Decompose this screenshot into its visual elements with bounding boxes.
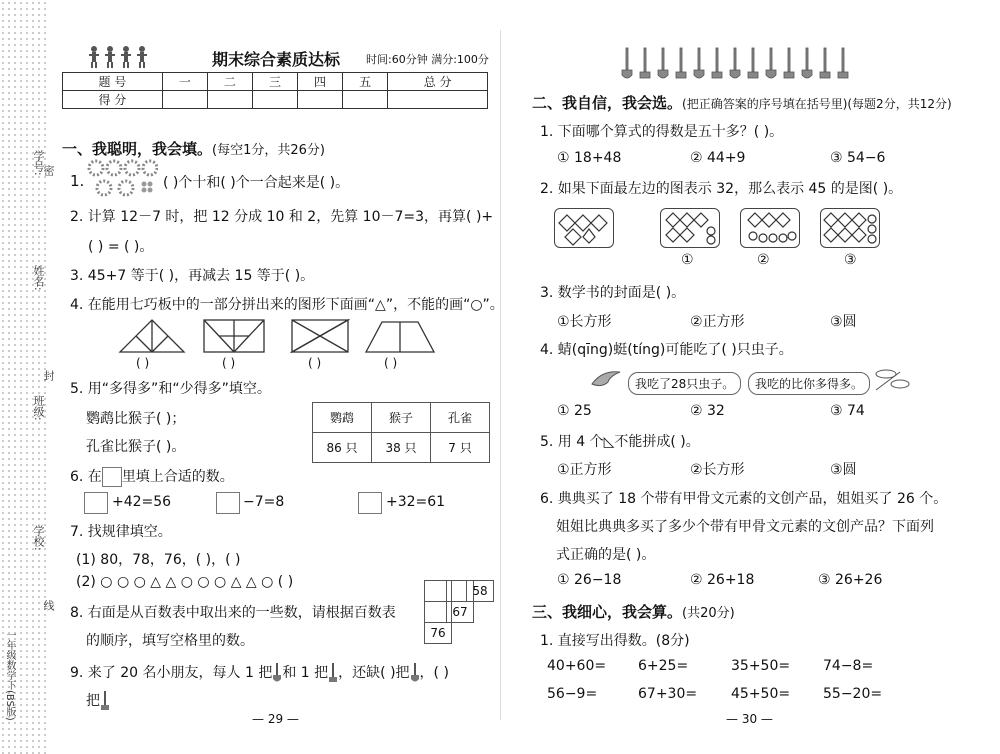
q6-suffix: 里填上合适的数。: [121, 469, 234, 485]
grid-cell: 58: [466, 580, 494, 602]
figure-label-1: ①: [681, 252, 694, 268]
dragonfly-icon: [870, 364, 910, 394]
q5-blank-b[interactable]: 孔雀比猴子( )。: [86, 439, 186, 455]
q4-answer-2[interactable]: ( ): [222, 356, 236, 370]
class-label: 班级:: [32, 395, 45, 421]
q4-answer-1[interactable]: ( ): [136, 356, 150, 370]
score-cell: 题 号: [63, 73, 163, 91]
seal-mark-mi: 密: [42, 165, 55, 176]
q3-text[interactable]: 3. 45+7 等于( )，再减去 15 等于( )。: [70, 268, 315, 284]
diamond-figure: [661, 209, 719, 247]
table-cell: 7 只: [431, 433, 490, 463]
q2-line1[interactable]: 2. 计算 12－7 时，把 12 分成 10 和 2，先算 10－7=3，再算( )+: [70, 209, 494, 225]
q9-text-b: 和 1 把: [282, 665, 329, 681]
dragonfly-speech-bubble: 我吃的比你多得多。: [748, 372, 870, 395]
figure-option-3[interactable]: [820, 208, 880, 248]
score-table: [62, 72, 488, 109]
book-label: 一年级数学下(BS版): [4, 630, 15, 721]
figure-label-3: ③: [844, 252, 857, 268]
r1-text[interactable]: 1. 下面哪个算式的得数是五十多？( )。: [540, 124, 784, 140]
animal-count-table: [312, 402, 490, 463]
q6-text: [70, 466, 234, 487]
tools-illustration: [620, 46, 860, 82]
figure-option-2[interactable]: [740, 208, 800, 248]
q6-prefix: 6. 在: [70, 469, 102, 485]
score-table-score-row: [63, 91, 488, 109]
score-cell: 三: [252, 73, 297, 91]
figure-option-1[interactable]: [660, 208, 720, 248]
page-number-left: — 29 —: [252, 712, 299, 726]
section3-note: (共20分): [682, 606, 735, 621]
name-label: 姓名:: [32, 265, 45, 291]
score-input-cell[interactable]: [343, 91, 388, 109]
calc-item[interactable]: 6+25=: [638, 658, 689, 674]
r5-option-2[interactable]: ②长方形: [690, 462, 745, 478]
calc-item[interactable]: 55−20=: [823, 686, 883, 702]
table-header: 孔雀: [431, 403, 490, 433]
r1-option-2[interactable]: ② 44+9: [690, 150, 746, 166]
r4-option-3[interactable]: ③ 74: [830, 403, 865, 419]
table-cell: 38 只: [372, 433, 431, 463]
q6-box-3[interactable]: [358, 492, 382, 514]
r4-option-2[interactable]: ② 32: [690, 403, 725, 419]
bird-speech-bubble: 我吃了28只虫子。: [628, 372, 741, 395]
page-title: 期末综合素质达标: [212, 50, 341, 69]
q1-number: 1.: [70, 172, 85, 190]
section2-heading: [532, 92, 952, 113]
diamond-figure: [741, 209, 799, 247]
q9-text-c[interactable]: ，还缺( )把: [338, 665, 410, 681]
section3-heading: [532, 601, 735, 622]
figure-label-2: ②: [757, 252, 770, 268]
q5-text: 5. 用“多得多”和“少得多”填空。: [70, 381, 271, 397]
seal-mark-xian: 线: [42, 600, 55, 611]
score-cell: 总 分: [388, 73, 488, 91]
r5-option-1[interactable]: ①正方形: [557, 462, 612, 478]
q7-sequence-2[interactable]: (2) ○ ○ ○ △ △ ○ ○ ○ △ △ ○ ( ): [76, 574, 294, 590]
score-cell: 五: [343, 73, 388, 91]
table-cell: 86 只: [313, 433, 372, 463]
q9-line2: [86, 690, 110, 711]
calc-item[interactable]: 56−9=: [547, 686, 598, 702]
score-cell: 二: [207, 73, 252, 91]
hammer-icon: [100, 691, 110, 711]
score-cell: 得 分: [63, 91, 163, 109]
hammer-icon: [328, 663, 338, 683]
school-label: 学校:: [32, 525, 45, 551]
page-number-right: — 30 —: [726, 712, 773, 726]
grid-cell: 76: [424, 622, 452, 644]
q9-text-a: 9. 来了 20 名小朋友，每人 1 把: [70, 665, 273, 681]
q6-box-2[interactable]: [216, 492, 240, 514]
section1-note: (每空1分，共26分): [212, 143, 325, 158]
q2-line2[interactable]: ( ) = ( )。: [88, 239, 154, 255]
q8-line1: 8. 右面是从百数表中取出来的一些数，请根据百数表: [70, 605, 396, 621]
section1-title: 一、我聪明，我会填。: [62, 140, 213, 158]
section3-title: 三、我细心，我会算。: [532, 603, 683, 621]
q7-text: 7. 找规律填空。: [70, 524, 172, 540]
q4-text: 4. 在能用七巧板中的一部分拼出来的图形下面画“△”，不能的画“○”。: [70, 297, 504, 313]
q6-equation-1: +42=56: [112, 494, 172, 510]
score-cell: 一: [162, 73, 207, 91]
score-input-cell[interactable]: [252, 91, 297, 109]
calc-item[interactable]: 45+50=: [731, 686, 791, 702]
section2-note: (把正确答案的序号填在括号里)(每题2分，共12分): [682, 97, 952, 111]
q6-box-1[interactable]: [84, 492, 108, 514]
r4-text[interactable]: 4. 蜻(qīng)蜓(tíng)可能吃了( )只虫子。: [540, 342, 793, 358]
q8-line2: 的顺序，填写空格里的数。: [86, 633, 254, 649]
tangram-shapes: [118, 318, 450, 356]
score-cell: 四: [298, 73, 343, 91]
q6-equation-3: +32=61: [386, 494, 446, 510]
r6-option-3[interactable]: ③ 26+26: [818, 572, 883, 588]
score-input-cell[interactable]: [388, 91, 488, 109]
r1-option-1[interactable]: ① 18+48: [557, 150, 622, 166]
q9-text-e: 把: [86, 693, 100, 709]
bird-icon: [590, 366, 624, 392]
r3-option-2[interactable]: ②正方形: [690, 314, 745, 330]
shovel-icon: [272, 663, 282, 683]
page-divider: [500, 30, 501, 720]
c1-text: 1. 直接写出得数。(8分): [540, 633, 690, 649]
score-input-cell[interactable]: [162, 91, 207, 109]
calc-item[interactable]: 74−8=: [823, 658, 874, 674]
section2-title: 二、我自信，我会选。: [532, 94, 683, 112]
calc-item[interactable]: 40+60=: [547, 658, 607, 674]
q4-answer-4[interactable]: ( ): [384, 356, 398, 370]
children-illustration: [88, 44, 152, 70]
score-table-header-row: [63, 73, 488, 91]
q9-line1: [70, 662, 449, 683]
table-header: 鹦鹉: [313, 403, 372, 433]
q5-blank-a[interactable]: 鹦鹉比猴子( )；: [86, 411, 186, 427]
r6-line3[interactable]: 式正确的是( )。: [556, 547, 656, 563]
gear-beads-illustration: [86, 158, 158, 200]
r6-line2: 姐姐比典典多买了多少个带有甲骨文元素的文创产品？下面列: [556, 519, 934, 535]
calc-item[interactable]: 67+30=: [638, 686, 698, 702]
calc-item[interactable]: 35+50=: [731, 658, 791, 674]
r3-text[interactable]: 3. 数学书的封面是( )。: [540, 285, 686, 301]
q6-equation-2: −7=8: [243, 494, 285, 510]
r2-text[interactable]: 2. 如果下面最左边的图表示 32，那么表示 45 的是图( )。: [540, 181, 903, 197]
grid-cell: 67: [446, 601, 474, 623]
r4-option-1[interactable]: ① 25: [557, 403, 592, 419]
score-input-cell[interactable]: [207, 91, 252, 109]
section1-heading: [62, 138, 325, 159]
r6-line1: 6. 典典买了 18 个带有甲骨文元素的文创产品，姐姐买了 26 个。: [540, 491, 948, 507]
r5-text[interactable]: 5. 用 4 个◺不能拼成( )。: [540, 434, 700, 450]
q9-text-d[interactable]: ，( ): [419, 665, 449, 681]
figure-32: [554, 208, 614, 248]
shovel-icon: [410, 663, 420, 683]
table-header: 猴子: [372, 403, 431, 433]
r5-option-3[interactable]: ③圆: [830, 462, 857, 478]
r3-option-1[interactable]: ①长方形: [557, 314, 612, 330]
diamond-figure: [821, 209, 879, 247]
diamond-figure: [555, 209, 613, 247]
seal-mark-feng: 封: [42, 370, 55, 381]
r3-option-3[interactable]: ③圆: [830, 314, 857, 330]
q1-text[interactable]: ( )个十和( )个一合起来是( )。: [163, 175, 350, 191]
answer-box[interactable]: [102, 467, 122, 487]
q7-sequence-1[interactable]: (1) 80，78，76，( )，( ): [76, 552, 241, 568]
r6-option-2[interactable]: ② 26+18: [690, 572, 755, 588]
exam-meta: 时间:60分钟 满分:100分: [366, 53, 489, 66]
score-input-cell[interactable]: [298, 91, 343, 109]
student-id-label: 学号:: [32, 150, 45, 176]
q4-answer-3[interactable]: ( ): [308, 356, 322, 370]
r1-option-3[interactable]: ③ 54−6: [830, 150, 886, 166]
binding-spine: [0, 0, 55, 754]
r6-option-1[interactable]: ① 26−18: [557, 572, 622, 588]
